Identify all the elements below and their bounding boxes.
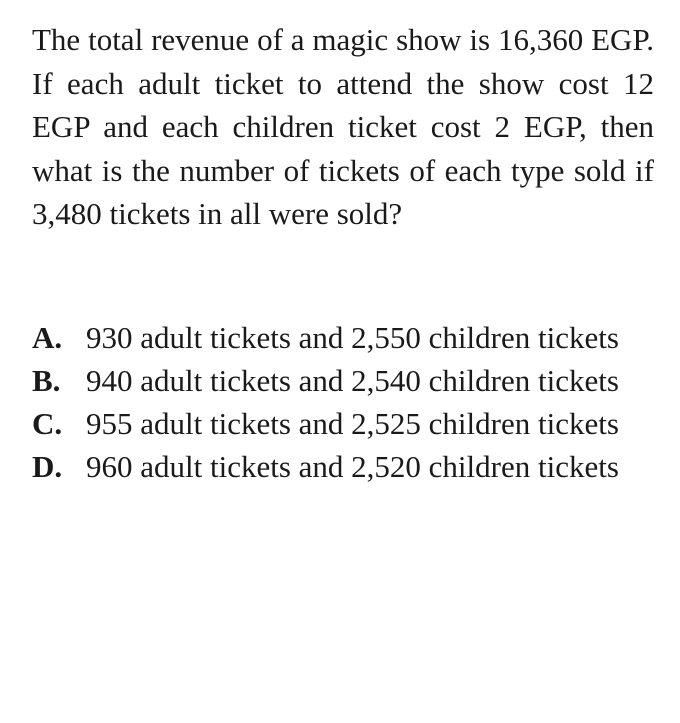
option-a-letter: A. bbox=[32, 320, 63, 355]
question-text: The total revenue of a magic show is 16,360 EGP. If each adult ticket to attend the show cost 12 EGP and each children ticket cost 2 EGP, then what is the number of tickets of each type sold if 3,480 tickets in all were sold? bbox=[32, 22, 654, 231]
option-c-text: 955 adult tickets and 2,525 children tickets bbox=[86, 406, 619, 441]
option-c[interactable] bbox=[32, 402, 654, 445]
answer-options bbox=[32, 316, 654, 488]
option-b-text: 940 adult tickets and 2,540 children tickets bbox=[86, 363, 619, 398]
option-d-text: 960 adult tickets and 2,520 children tickets bbox=[86, 449, 619, 484]
option-b[interactable] bbox=[32, 359, 654, 402]
option-b-letter: B. bbox=[32, 363, 61, 398]
option-a[interactable] bbox=[32, 316, 654, 359]
option-a-text: 930 adult tickets and 2,550 children tickets bbox=[86, 320, 619, 355]
option-d-letter: D. bbox=[32, 449, 63, 484]
option-d[interactable] bbox=[32, 445, 654, 488]
option-c-letter: C. bbox=[32, 406, 63, 441]
